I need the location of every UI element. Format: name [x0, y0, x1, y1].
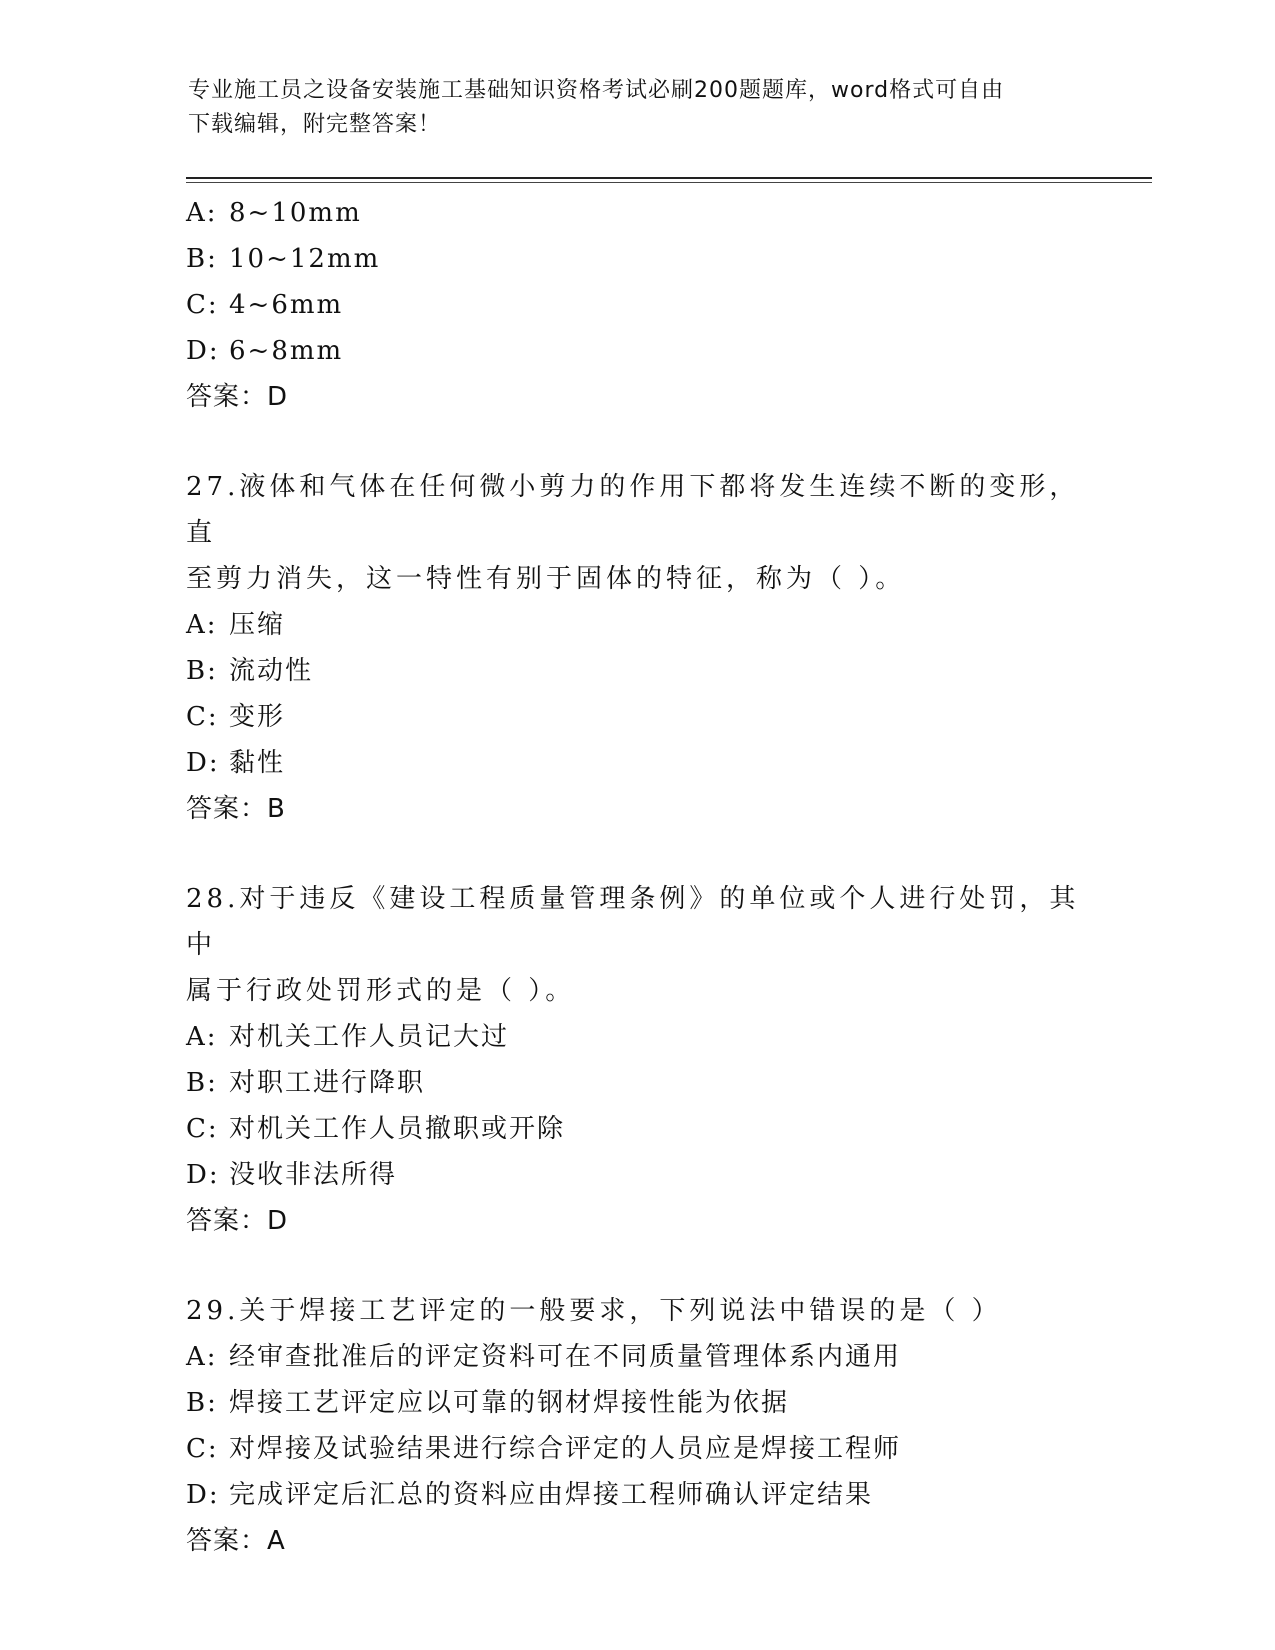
option-d — [186, 328, 1086, 374]
option-a — [186, 602, 1086, 648]
answer-line: 答案：A — [186, 1526, 286, 1556]
option-b — [186, 236, 1086, 282]
stem-line-2: 属于行政处罚形式的是（ ）。 — [186, 976, 576, 1006]
option-text: 没收非法所得 — [229, 1160, 398, 1190]
option-text: 流动性 — [229, 656, 314, 686]
option-a — [186, 1014, 1086, 1060]
spacer — [186, 832, 1086, 876]
spacer — [186, 420, 1086, 464]
option-letter: A: — [186, 1342, 218, 1372]
option-letter: C: — [186, 290, 219, 320]
option-text: 黏性 — [229, 748, 286, 778]
option-b — [186, 1060, 1086, 1106]
option-letter: D: — [186, 1160, 220, 1190]
option-text: 压缩 — [229, 610, 286, 640]
question-29-block — [186, 1288, 1086, 1564]
option-text: 6~8mm — [229, 336, 344, 366]
option-text: 对机关工作人员撤职或开除 — [229, 1114, 566, 1144]
option-letter: D: — [186, 1480, 220, 1510]
option-text: 对焊接及试验结果进行综合评定的人员应是焊接工程师 — [229, 1434, 902, 1464]
question-27-block — [186, 464, 1086, 832]
stem-line-1: 27.液体和气体在任何微小剪力的作用下都将发生连续不断的变形，直 — [186, 472, 1080, 548]
option-c — [186, 282, 1086, 328]
option-letter: D: — [186, 748, 220, 778]
option-letter: B: — [186, 1068, 218, 1098]
answer-line: 答案：D — [186, 1206, 289, 1236]
option-c — [186, 1426, 1086, 1472]
question-content — [186, 190, 1086, 1564]
header-line-1: 专业施工员之设备安装施工基础知识资格考试必刷200题题库，word格式可自由 — [188, 78, 1005, 103]
option-text: 8~10mm — [229, 198, 362, 228]
question-28-block — [186, 876, 1086, 1244]
option-letter: B: — [186, 656, 218, 686]
option-text: 变形 — [229, 702, 286, 732]
option-text: 10~12mm — [229, 244, 381, 274]
option-letter: A: — [186, 198, 218, 228]
option-letter: A: — [186, 610, 218, 640]
option-letter: C: — [186, 1114, 219, 1144]
header-divider-thin — [186, 182, 1152, 183]
option-b — [186, 648, 1086, 694]
answer-line: 答案：B — [186, 794, 286, 824]
option-text: 完成评定后汇总的资料应由焊接工程师确认评定结果 — [229, 1480, 874, 1510]
option-c — [186, 694, 1086, 740]
prev-question-block — [186, 190, 1086, 420]
question-stem — [186, 876, 1086, 1014]
answer-line: 答案：D — [186, 382, 289, 412]
option-text: 4~6mm — [229, 290, 344, 320]
option-text: 对机关工作人员记大过 — [229, 1022, 510, 1052]
option-letter: A: — [186, 1022, 218, 1052]
option-d — [186, 1472, 1086, 1518]
option-letter: C: — [186, 702, 219, 732]
question-stem — [186, 1288, 1086, 1334]
option-text: 经审查批准后的评定资料可在不同质量管理体系内通用 — [229, 1342, 902, 1372]
question-stem — [186, 464, 1086, 602]
option-letter: B: — [186, 1388, 218, 1418]
stem-line-1: 28.对于违反《建设工程质量管理条例》的单位或个人进行处罚，其中 — [186, 884, 1080, 960]
option-a — [186, 190, 1086, 236]
option-text: 对职工进行降职 — [229, 1068, 426, 1098]
option-letter: C: — [186, 1434, 219, 1464]
option-letter: B: — [186, 244, 218, 274]
option-d — [186, 1152, 1086, 1198]
option-letter: D: — [186, 336, 220, 366]
header-divider-thick — [186, 177, 1152, 179]
spacer — [186, 1244, 1086, 1288]
stem-line-1: 29.关于焊接工艺评定的一般要求，下列说法中错误的是（ ） — [186, 1296, 1002, 1326]
stem-line-2: 至剪力消失，这一特性有别于固体的特征，称为（ ）。 — [186, 564, 906, 594]
option-text: 焊接工艺评定应以可靠的钢材焊接性能为依据 — [229, 1388, 790, 1418]
option-b — [186, 1380, 1086, 1426]
option-d — [186, 740, 1086, 786]
document-header — [188, 74, 1068, 142]
option-c — [186, 1106, 1086, 1152]
option-a — [186, 1334, 1086, 1380]
header-line-2: 下载编辑，附完整答案！ — [188, 112, 442, 137]
